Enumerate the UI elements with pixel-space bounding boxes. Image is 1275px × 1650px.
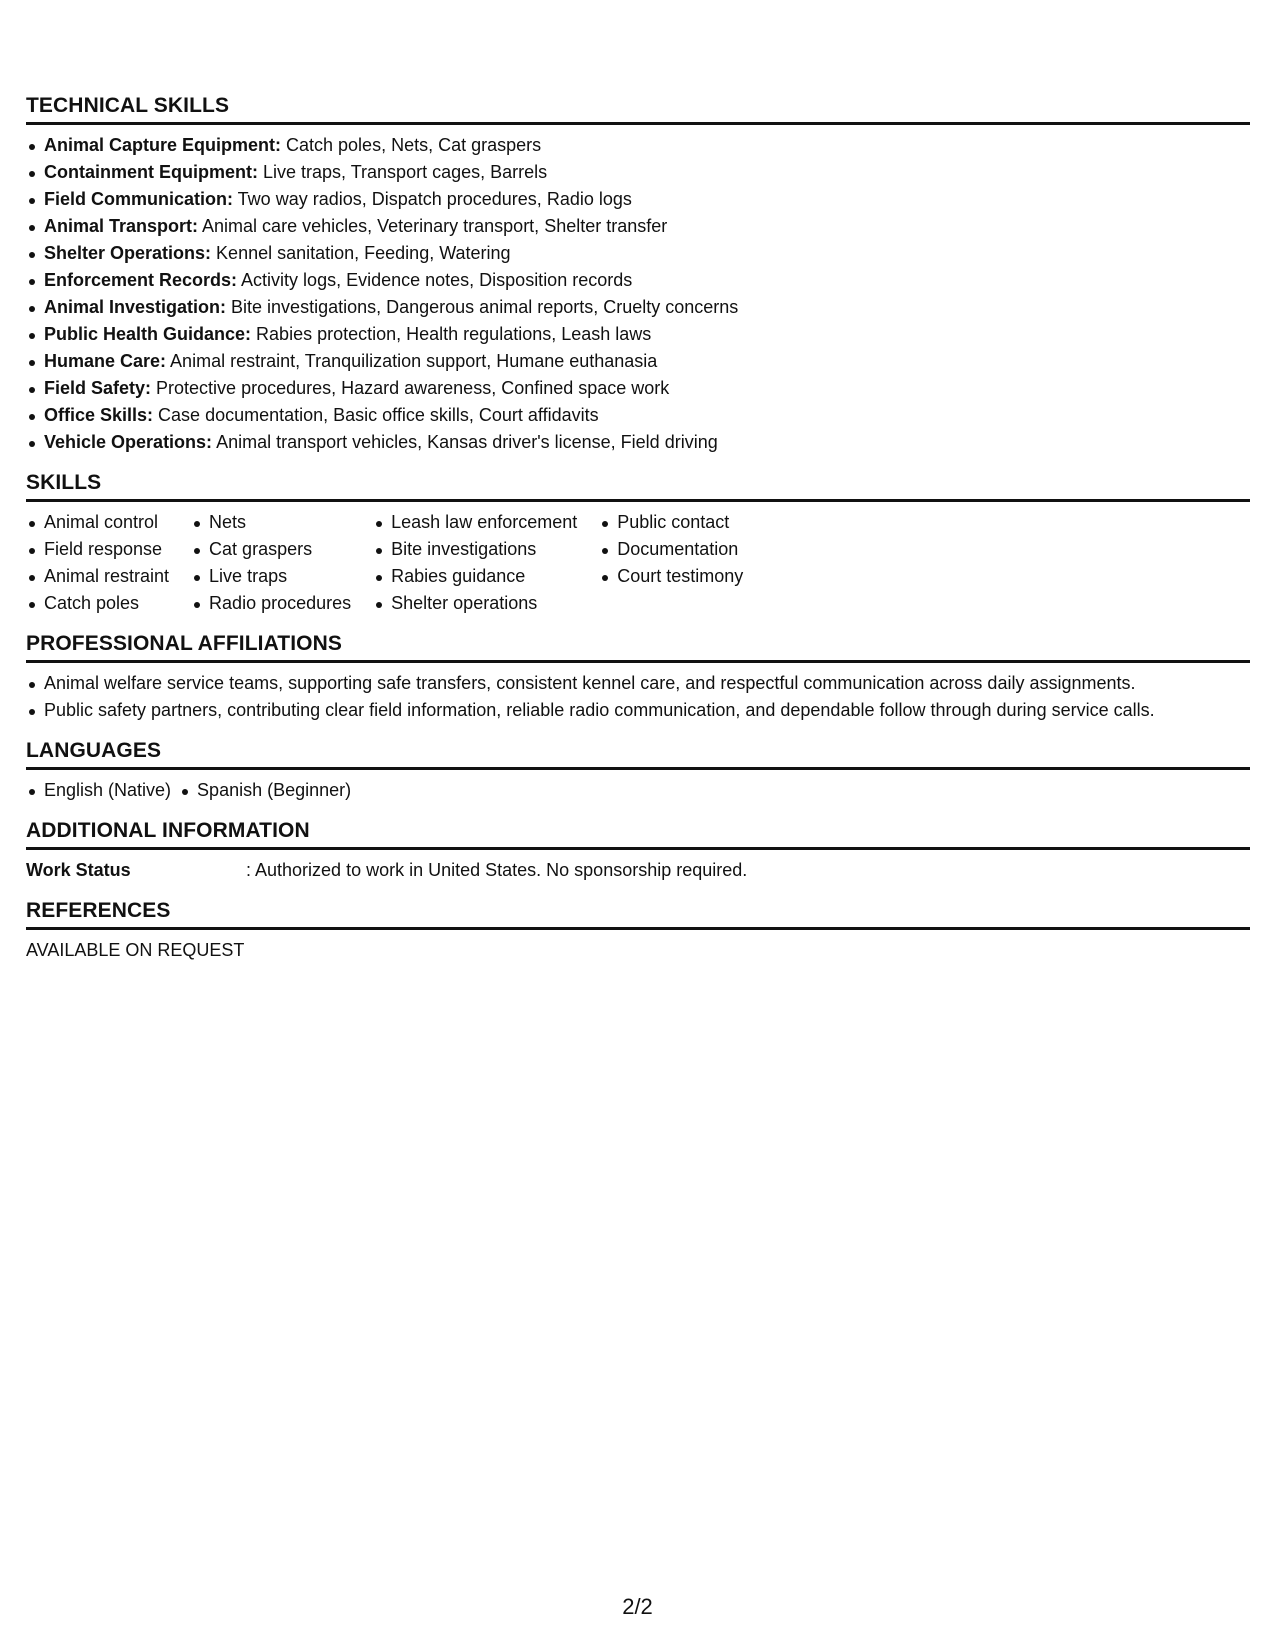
skill-category: Containment Equipment: <box>44 162 258 182</box>
skill-detail: Two way radios, Dispatch procedures, Radio logs <box>233 189 632 209</box>
section-divider <box>26 660 1250 663</box>
list-item <box>44 375 1250 402</box>
skill-category: Enforcement Records: <box>44 270 238 290</box>
skills-section <box>26 470 1250 617</box>
skill-detail: Catch poles, Nets, Cat graspers <box>281 135 542 155</box>
skill-category: Animal Transport: <box>44 216 199 236</box>
list-item: Animal control <box>44 509 169 536</box>
list-item: Field response <box>44 536 169 563</box>
languages-list <box>26 777 1250 804</box>
skill-detail: Bite investigations, Dangerous animal reports, Cruelty concerns <box>226 297 739 317</box>
skill-category: Office Skills: <box>44 405 154 425</box>
technical-skills-list <box>26 132 1250 456</box>
list-item <box>44 429 1250 456</box>
skills-column <box>373 509 599 617</box>
resume-page <box>26 93 1250 978</box>
list-item: Live traps <box>209 563 351 590</box>
skill-category: Animal Capture Equipment: <box>44 135 282 155</box>
skill-detail: Live traps, Transport cages, Barrels <box>258 162 548 182</box>
list-item <box>44 267 1250 294</box>
list-item: Spanish (Beginner) <box>197 777 351 804</box>
skills-columns <box>26 509 1250 617</box>
additional-info-section <box>26 818 1250 884</box>
skill-detail: Animal restraint, Tranquilization support, Humane euthanasia <box>166 351 658 371</box>
list-item: Catch poles <box>44 590 169 617</box>
skills-column <box>599 509 765 617</box>
list-item <box>44 159 1250 186</box>
skill-category: Animal Investigation: <box>44 297 227 317</box>
list-item: Nets <box>209 509 351 536</box>
list-item <box>44 213 1250 240</box>
skill-detail: Animal care vehicles, Veterinary transport, Shelter transfer <box>198 216 668 236</box>
section-divider <box>26 499 1250 502</box>
list-item: Radio procedures <box>209 590 351 617</box>
list-item: Rabies guidance <box>391 563 577 590</box>
section-divider <box>26 767 1250 770</box>
skill-detail: Animal transport vehicles, Kansas driver's license, Field driving <box>212 432 718 452</box>
section-title: ADDITIONAL INFORMATION <box>26 819 310 842</box>
references-section <box>26 898 1250 964</box>
list-item: Animal restraint <box>44 563 169 590</box>
list-item <box>44 240 1250 267</box>
page-number: 2/2 <box>622 1594 653 1619</box>
section-divider <box>26 927 1250 930</box>
skill-detail: Rabies protection, Health regulations, Leash laws <box>251 324 652 344</box>
skill-detail: Case documentation, Basic office skills, Court affidavits <box>153 405 599 425</box>
list-item <box>44 186 1250 213</box>
skill-detail: Protective procedures, Hazard awareness, Confined space work <box>151 378 670 398</box>
section-title: PROFESSIONAL AFFILIATIONS <box>26 632 342 655</box>
list-item <box>44 294 1250 321</box>
list-item: Documentation <box>617 536 743 563</box>
skill-detail: Kennel sanitation, Feeding, Watering <box>211 243 511 263</box>
list-item <box>44 348 1250 375</box>
list-item <box>44 402 1250 429</box>
info-key: Work Status <box>26 860 131 880</box>
list-item: Shelter operations <box>391 590 577 617</box>
list-item <box>44 321 1250 348</box>
references-text: AVAILABLE ON REQUEST <box>26 940 245 960</box>
skill-category: Field Safety: <box>44 378 152 398</box>
section-title: TECHNICAL SKILLS <box>26 94 230 117</box>
list-item <box>44 132 1250 159</box>
skills-column <box>26 509 191 617</box>
affiliations-section <box>26 631 1250 724</box>
list-item: English (Native) <box>44 777 171 804</box>
skill-category: Shelter Operations: <box>44 243 212 263</box>
section-title: SKILLS <box>26 471 102 494</box>
section-divider <box>26 847 1250 850</box>
list-item: Court testimony <box>617 563 743 590</box>
info-row <box>26 857 1250 884</box>
list-item: Public safety partners, contributing clear field information, reliable radio communication, and dependable follow through during service calls. <box>44 697 1250 724</box>
skills-column <box>191 509 373 617</box>
skill-category: Humane Care: <box>44 351 167 371</box>
skill-category: Public Health Guidance: <box>44 324 252 344</box>
list-item: Cat graspers <box>209 536 351 563</box>
info-value: : Authorized to work in United States. No sponsorship required. <box>246 860 748 880</box>
list-item: Public contact <box>617 509 743 536</box>
list-item: Bite investigations <box>391 536 577 563</box>
section-title: REFERENCES <box>26 899 171 922</box>
technical-skills-section <box>26 93 1250 456</box>
affiliations-list <box>26 670 1250 724</box>
section-divider <box>26 122 1250 125</box>
section-title: LANGUAGES <box>26 739 162 762</box>
skill-category: Vehicle Operations: <box>44 432 213 452</box>
skill-detail: Activity logs, Evidence notes, Disposition records <box>237 270 633 290</box>
list-item: Leash law enforcement <box>391 509 577 536</box>
list-item: Animal welfare service teams, supporting safe transfers, consistent kennel care, and respectful communication across daily assignments. <box>44 670 1250 697</box>
skill-category: Field Communication: <box>44 189 233 209</box>
languages-section <box>26 738 1250 804</box>
